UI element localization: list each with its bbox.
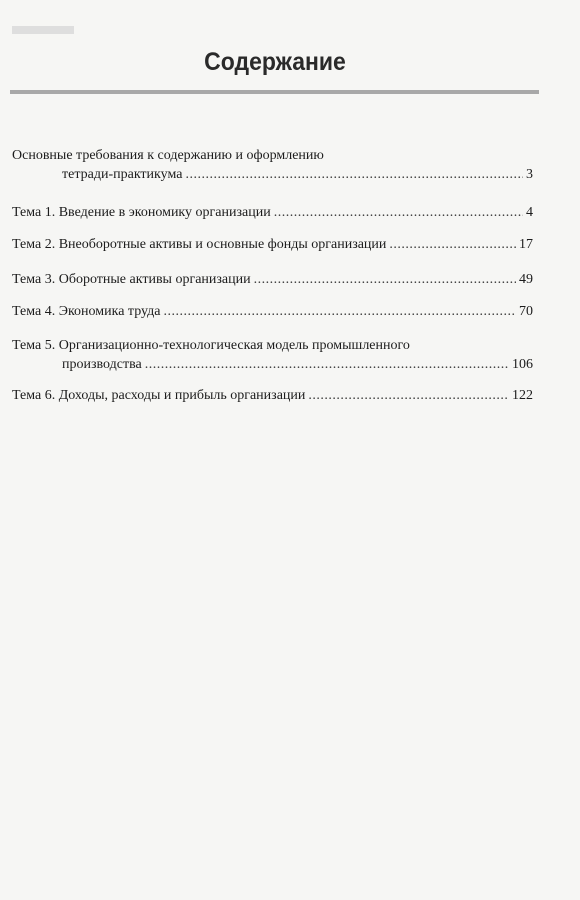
toc-entry-topic-3[interactable] bbox=[12, 270, 533, 289]
dot-leader bbox=[308, 386, 509, 405]
toc-entry-requirements[interactable] bbox=[12, 146, 533, 184]
toc-topic-label: Тема 4. bbox=[12, 304, 56, 319]
toc-entry-heading bbox=[12, 235, 386, 254]
header-mark bbox=[12, 26, 74, 34]
toc-entry-text-line1: Организационно-технологическая модель промышленного bbox=[58, 338, 410, 353]
toc-entry-text-line2: производства bbox=[62, 357, 142, 372]
page-title: Содержание bbox=[204, 48, 346, 76]
toc-page-number: 49 bbox=[519, 272, 533, 287]
toc-entry-row bbox=[12, 235, 533, 254]
toc-entry-heading bbox=[12, 336, 533, 355]
toc-entry-row bbox=[12, 386, 533, 405]
toc-entry-text: Экономика труда bbox=[58, 304, 161, 319]
toc-entry-row bbox=[12, 302, 533, 321]
toc-entry-text-line2: тетради-практикума bbox=[62, 167, 183, 182]
toc-page-number: 3 bbox=[526, 167, 533, 182]
toc-topic-label: Тема 5. bbox=[12, 338, 56, 353]
toc-entry-topic-5[interactable] bbox=[12, 336, 533, 374]
toc-entry-row bbox=[12, 355, 533, 374]
toc-entry-heading bbox=[12, 203, 271, 222]
toc-entry-text: Введение в экономику организации bbox=[58, 205, 271, 220]
toc-entry-row bbox=[12, 270, 533, 289]
toc-entry-text-line1: Основные требования к содержанию и оформлению bbox=[12, 148, 324, 163]
toc-entry-topic-2[interactable] bbox=[12, 235, 533, 254]
dot-leader bbox=[185, 165, 523, 184]
toc-page-number: 106 bbox=[512, 357, 533, 372]
title-rule bbox=[10, 90, 539, 94]
toc-entry-text: Внеоборотные активы и основные фонды организации bbox=[58, 237, 387, 252]
toc-entry-text: Доходы, расходы и прибыль организации bbox=[58, 388, 306, 403]
dot-leader bbox=[274, 203, 523, 222]
dot-leader bbox=[389, 235, 516, 254]
toc-entry-topic-4[interactable] bbox=[12, 302, 533, 321]
dot-leader bbox=[254, 270, 516, 289]
toc-page-number: 17 bbox=[519, 237, 533, 252]
dot-leader bbox=[164, 302, 517, 321]
toc-entry-topic-6[interactable] bbox=[12, 386, 533, 405]
toc-topic-label: Тема 6. bbox=[12, 388, 56, 403]
toc-entry-heading bbox=[12, 302, 161, 321]
toc-topic-label: Тема 3. bbox=[12, 272, 56, 287]
toc-entry-heading bbox=[12, 386, 305, 405]
toc-entry-topic-1[interactable] bbox=[12, 203, 533, 222]
toc-page-number: 122 bbox=[512, 388, 533, 403]
toc-topic-label: Тема 1. bbox=[12, 205, 56, 220]
dot-leader bbox=[145, 355, 509, 374]
toc-entry-text: Оборотные активы организации bbox=[58, 272, 251, 287]
toc-entry-row bbox=[12, 203, 533, 222]
toc-page-number: 70 bbox=[519, 304, 533, 319]
toc-entry-row bbox=[12, 165, 533, 184]
toc-page-number: 4 bbox=[526, 205, 533, 220]
toc-entry-heading bbox=[12, 270, 251, 289]
toc-topic-label: Тема 2. bbox=[12, 237, 56, 252]
